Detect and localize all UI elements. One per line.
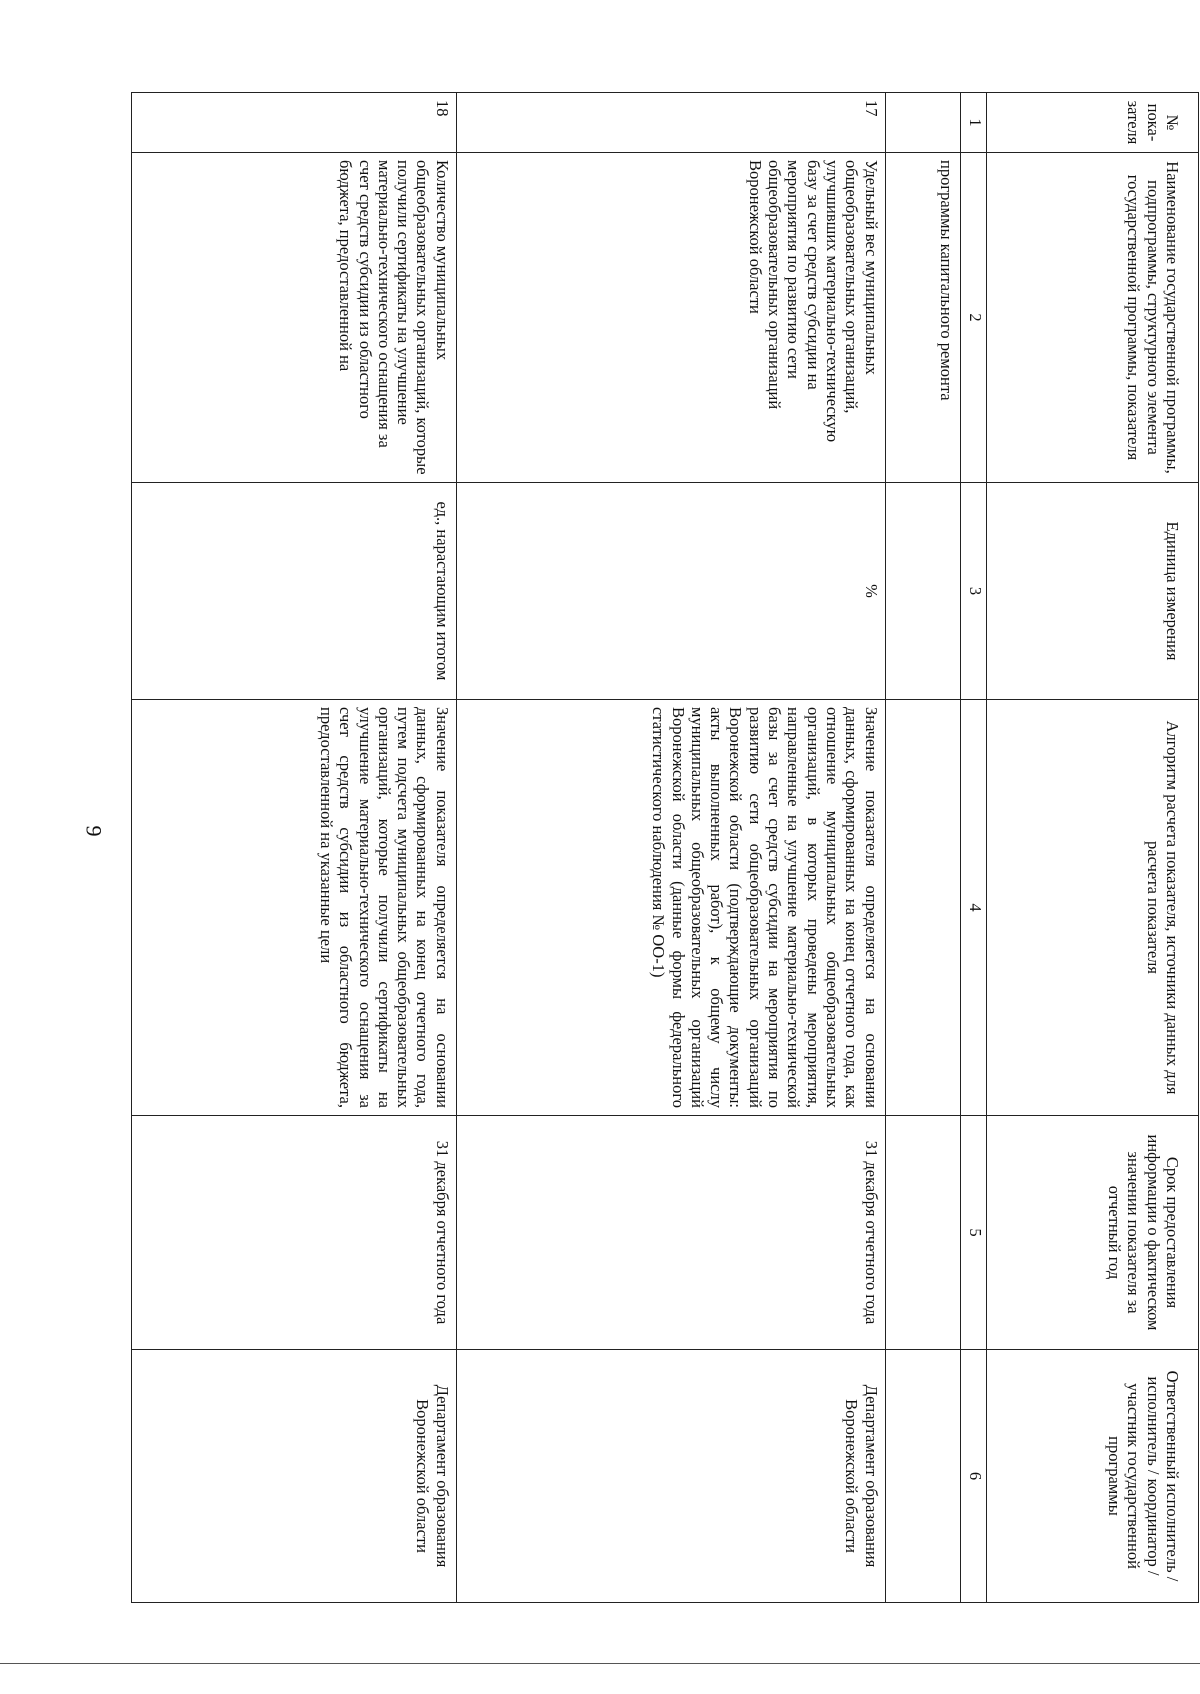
section-unit-cell [885,483,961,700]
table-row-section [885,93,961,1603]
section-number-cell [885,93,961,153]
row-name-cell: Удельный вес муниципальных общеобразовательных организаций, улучшивших материально-техническую базу за счет средств субсидии на мероприятия по развитию сети общеобразовательных организаций Воронежской области [456,153,885,483]
page-bottom-rule [0,1663,1200,1664]
section-name-cell: программы капитального ремонта [885,153,961,483]
row-name-cell: Количество муниципальных общеобразовательных организаций, которые получили сертификаты на улучшение материально-технического оснащения за счет средств субсидии из областного бюджета, предоставленной на [132,153,457,483]
row-algorithm-cell: Значение показателя определяется на основании данных, сформированных на конец отчетного года, как отношение муниципальных общеобразовательных организаций, в которых проведены мероприятия, направленные на улучшение материально-технической базы за счет средств субсидии на мероприятия по развитию сети общеобразовательных организаций Воронежской области (подтверждающие документы: акты выполненных работ), к общему числу муниципальных общеобразовательных организаций Воронежской области (данные формы федерального статистического наблюдения № ОО-1) [456,700,885,1116]
page-number: 9 [81,825,107,837]
header-cell-number: № пока-зателя [986,93,1198,153]
header-cell-algorithm: Алгоритм расчета показателя, источники данных для расчета показателя [986,700,1198,1116]
row-responsible-cell: Департамент образования Воронежской области [132,1350,457,1603]
row-number-cell: 18 [132,93,457,153]
row-unit-cell: % [456,483,885,700]
header-cell-name: Наименование государственной программы, подпрограммы, структурного элемента государственной программы, показателя [986,153,1198,483]
column-number: 6 [961,1350,987,1603]
row-responsible-cell: Департамент образования Воронежской области [456,1350,885,1603]
column-number-row [961,93,987,1603]
header-cell-deadline: Срок предоставления информации о фактическом значении показателя за отчетный год [986,1116,1198,1350]
header-cell-responsible: Ответственный исполнитель / исполнитель / координатор / участник государственной программы [986,1350,1198,1603]
table-row [132,93,457,1603]
row-number-cell: 17 [456,93,885,153]
section-deadline-cell [885,1116,961,1350]
indicators-table [131,92,1199,1603]
column-number: 5 [961,1116,987,1350]
row-unit-cell: ед., нарастающим итогом [132,483,457,700]
table-header-row [986,93,1198,1603]
table-row [456,93,885,1603]
column-number: 4 [961,700,987,1116]
column-number: 2 [961,153,987,483]
section-algorithm-cell [885,700,961,1116]
header-cell-unit: Единица измерения [986,483,1198,700]
column-number: 3 [961,483,987,700]
indicators-table-rotated [131,92,1199,1602]
column-number: 1 [961,93,987,153]
section-responsible-cell [885,1350,961,1603]
row-algorithm-cell: Значение показателя определяется на основании данных, сформированных на конец отчетного года, путем подсчета муниципальных общеобразовательных организаций, которые получили сертификаты на улучшение материально-технического оснащения за счет средств субсидии из областного бюджета, предоставленной на указанные цели [132,700,457,1116]
row-deadline-cell: 31 декабря отчетного года [132,1116,457,1350]
row-deadline-cell: 31 декабря отчетного года [456,1116,885,1350]
